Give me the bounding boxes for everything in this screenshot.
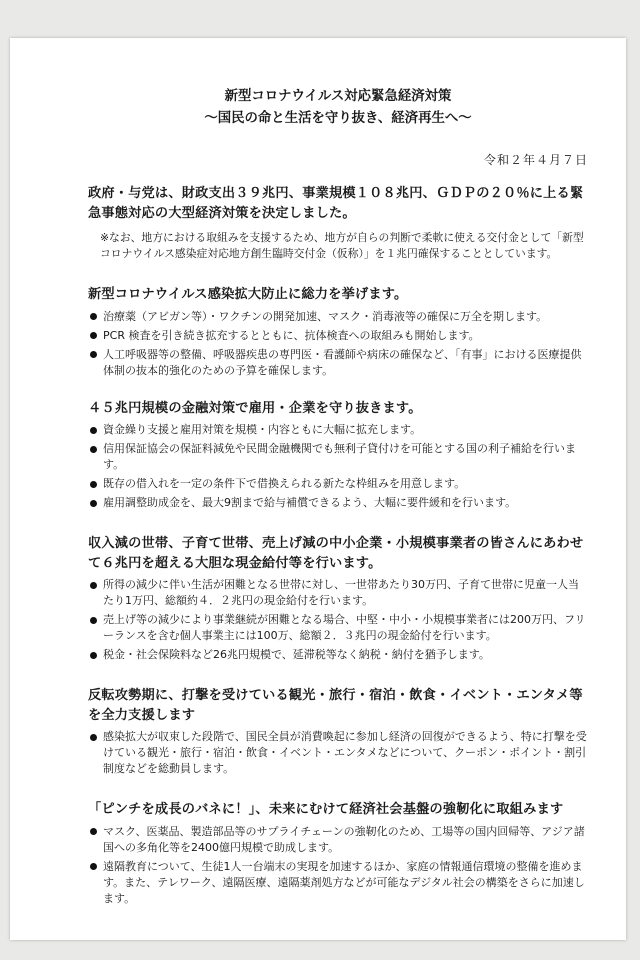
note-paragraph: ※なお、地方における取組みを支援するため、地方が自らの判断で柔軟に使える交付金として「新型コロナウイルス感染症対応地方創生臨時交付金（仮称）」を１兆円確保することとしています。 xyxy=(100,231,584,260)
list-item: 感染拡大が収束した段階で、国民全員が消費喚起に参加し経済の回復ができるよう、特に打撃を受けている観光・旅行・宿泊・飲食・イベント・エンタメなどについて、クーポン・ポイント・割引制度などを総動員します。 xyxy=(88,729,588,777)
bullet-list xyxy=(88,577,588,663)
list-item: 人工呼吸器等の整備、呼吸器疾患の専門医・看護師や病床の確保など、「有事」における医療提供体制の抜本的強化のための予算を確保します。 xyxy=(88,347,588,379)
bullet-list xyxy=(88,309,588,379)
section-financial-measures xyxy=(88,399,588,512)
document-title: 新型コロナウイルス対応緊急経済対策 xyxy=(224,89,452,104)
list-item: 売上げ等の減少により事業継続が困難となる場合、中堅・中小・小規模事業者には200万円、フリーランスを含む個人事業主には100万、総額２．３兆円の現金給付を行います。 xyxy=(88,612,588,644)
document-page xyxy=(10,38,626,940)
section-infrastructure xyxy=(88,800,588,907)
document-subtitle: 〜国民の命と生活を守り抜き、経済再生へ〜 xyxy=(204,111,472,126)
section-heading: ４５兆円規模の金融対策で雇用・企業を守り抜きます。 xyxy=(88,400,422,416)
bullet-list xyxy=(88,824,588,907)
list-item: 既存の借入れを一定の条件下で借換えられる新たな枠組みを用意します。 xyxy=(88,476,588,492)
section-heading: 「ピンチを成長のバネに！」、未来にむけて経済社会基盤の強靭化に取組みます xyxy=(88,802,564,817)
list-item: 資金繰り支援と雇用対策を規模・内容ともに大幅に拡充します。 xyxy=(88,422,588,438)
list-item: PCR 検査を引き続き拡充するとともに、抗体検査への取組みも開始します。 xyxy=(88,328,588,344)
section-heading: 新型コロナウイルス感染拡大防止に総力を挙げます。 xyxy=(88,287,408,302)
section-cash-benefits xyxy=(88,534,588,663)
section-heading: 収入減の世帯、子育て世帯、売上げ減の中小企業・小規模事業者の皆さんにあわせて６兆円を超える大胆な現金給付等を行います。 xyxy=(88,536,584,571)
list-item: 遠隔教育について、生徒1人一台端末の実現を加速するほか、家庭の情報通信環境の整備を進めます。また、テレワーク、遠隔医療、遠隔薬剤処方などが可能なデジタル社会の構築をさらに加速します。 xyxy=(88,859,588,907)
section-heading: 反転攻勢期に、打撃を受けている観光・旅行・宿泊・飲食・イベント・エンタメ等を全力支援します xyxy=(88,688,583,723)
list-item: マスク、医薬品、製造部品等のサプライチェーンの強靭化のため、工場等の国内回帰等、アジア諸国への多角化等を2400億円規模で助成します。 xyxy=(88,824,588,856)
bullet-list xyxy=(88,729,588,777)
lead-paragraph: 政府・与党は、財政支出３９兆円、事業規模１０８兆円、ＧＤＰの２０％に上る緊急事態対応の大型経済対策を決定しました。 xyxy=(88,186,584,221)
bullet-list xyxy=(88,422,588,511)
section-tourism-support xyxy=(88,686,588,777)
section-infection-control xyxy=(88,285,588,379)
document-title-block xyxy=(88,86,588,130)
document-date: 令和２年４月７日 xyxy=(483,153,588,167)
document-content xyxy=(88,86,588,910)
list-item: 信用保証協会の保証料減免や民間金融機関でも無利子貸付けを可能とする国の利子補給を行います。 xyxy=(88,441,588,473)
list-item: 税金・社会保険料など26兆円規模で、延滞税等なく納税・納付を猶予します。 xyxy=(88,647,588,663)
list-item: 雇用調整助成金を、最大9割まで給与補償できるよう、大幅に要件緩和を行います。 xyxy=(88,495,588,511)
list-item: 所得の減少に伴い生活が困難となる世帯に対し、一世帯あたり30万円、子育て世帯に児童一人当たり1万円、総額約４．２兆円の現金給付を行います。 xyxy=(88,577,588,609)
list-item: 治療薬（アビガン等）・ワクチンの開発加速、マスク・消毒液等の確保に万全を期します。 xyxy=(88,309,588,325)
